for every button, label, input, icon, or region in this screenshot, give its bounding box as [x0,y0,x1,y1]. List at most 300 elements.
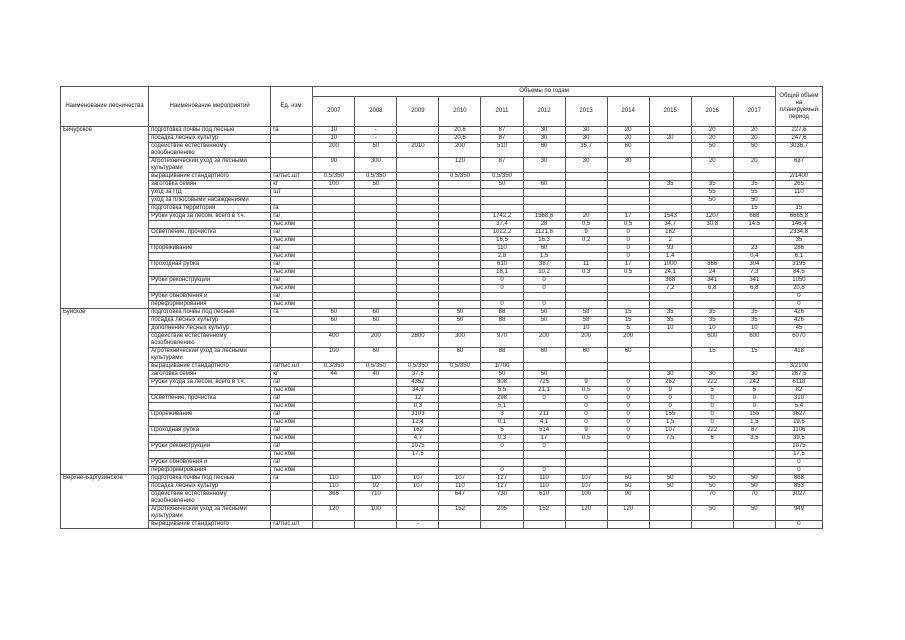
year-value-cell [649,293,691,301]
table-row [61,253,823,261]
table-row [61,221,823,229]
table-row [61,277,823,285]
year-value-cell [691,173,733,181]
total-value-cell: 82 [775,387,822,395]
activity-cell: содействие естественному возобновлению [149,491,271,506]
table-row [61,293,823,301]
total-value-cell: 110 [775,189,822,197]
total-value-cell: 0 [775,521,822,529]
year-value-cell: 110 [523,483,565,491]
year-value-cell: 0 [523,277,565,285]
activity-cell: Осветление, прочистка [149,229,271,237]
year-value-cell [649,467,691,475]
year-value-cell [397,197,439,205]
year-value-cell: 200 [523,333,565,348]
year-value-cell: 60 [439,348,481,363]
year-value-cell [313,269,355,277]
year-value-cell: 60 [355,348,397,363]
year-value-cell: 60 [313,317,355,325]
year-value-cell [313,221,355,229]
year-value-cell [439,205,481,213]
year-value-cell: 0,2 [565,237,607,245]
year-value-cell: 35,7 [565,143,607,158]
year-value-cell [313,285,355,293]
table-row [61,459,823,467]
year-value-cell: 0 [481,301,523,309]
year-value-cell [607,173,649,181]
year-value-cell [565,253,607,261]
year-value-cell: 60 [607,348,649,363]
activity-cell [149,221,271,229]
table-row [61,173,823,181]
year-value-cell: 50 [481,371,523,379]
year-value-cell: 0 [565,419,607,427]
year-value-cell: 21,1 [523,387,565,395]
year-value-cell: 0 [481,277,523,285]
year-value-cell: 510 [481,143,523,158]
year-value-cell: 110 [313,475,355,483]
year-value-cell [649,459,691,467]
total-value-cell: 2334,8 [775,229,822,237]
year-value-cell [439,443,481,451]
year-value-cell: 20 [565,213,607,221]
year-value-cell [397,269,439,277]
year-value-cell [355,459,397,467]
year-value-cell [691,245,733,253]
activity-cell: переформирования [149,467,271,475]
year-value-cell [313,435,355,443]
unit-cell [271,333,313,348]
year-value-cell: 262 [649,379,691,387]
activity-cell: Проходная рубка [149,427,271,435]
year-value-cell [355,325,397,333]
year-value-cell: 0 [481,285,523,293]
year-value-cell: 60 [523,245,565,253]
year-value-cell: 0 [607,387,649,395]
year-value-cell [691,363,733,371]
year-value-cell [649,197,691,205]
table-row [61,325,823,333]
year-header-cell: 2013 [565,97,607,127]
year-value-cell [733,467,775,475]
year-value-cell: 20 [733,158,775,173]
activity-cell: выращивание стандартного [149,363,271,371]
table-row [61,403,823,411]
year-value-cell: 668 [733,213,775,221]
year-header-cell: 2016 [691,97,733,127]
year-value-cell: 120 [607,506,649,521]
year-value-cell: 6 [691,435,733,443]
year-value-cell: 90 [607,491,649,506]
year-value-cell [313,253,355,261]
year-value-cell: 30 [649,371,691,379]
year-value-cell: 1/700 [481,363,523,371]
total-value-cell: 3036,7 [775,143,822,158]
year-value-cell: 1,5 [733,419,775,427]
activity-cell: Рубки реконструкции [149,277,271,285]
year-value-cell [691,443,733,451]
year-value-cell [355,261,397,269]
year-value-cell: 1,4 [649,253,691,261]
year-value-cell: 12 [397,395,439,403]
table-row [61,475,823,483]
year-value-cell [607,205,649,213]
year-value-cell [607,363,649,371]
year-value-cell: 2800 [397,333,439,348]
year-value-cell: 50 [733,197,775,205]
year-header-cell: 2015 [649,97,691,127]
forestry-activities-table [60,86,823,529]
year-value-cell [313,197,355,205]
year-value-cell: 55 [691,189,733,197]
year-value-cell [649,451,691,459]
year-value-cell [733,173,775,181]
year-value-cell: 400 [313,333,355,348]
table-row [61,197,823,205]
year-value-cell: 0,3 [481,435,523,443]
year-value-cell [313,189,355,197]
year-value-cell [733,521,775,529]
year-value-cell [565,197,607,205]
activity-cell: Агротехнический уход за лесными культурами [149,158,271,173]
year-value-cell [523,197,565,205]
year-value-cell [565,293,607,301]
table-row [61,506,823,521]
year-value-cell [649,301,691,309]
year-value-cell: 50 [607,475,649,483]
year-value-cell: 60 [607,143,649,158]
year-value-cell: 9 [565,229,607,237]
year-header-cell: 2014 [607,97,649,127]
year-value-cell [481,459,523,467]
table-row [61,483,823,491]
activity-cell: заготовка семян [149,371,271,379]
year-value-cell [355,293,397,301]
year-value-cell [481,197,523,205]
table-row [61,348,823,363]
unit-cell: тыс.кбм [271,403,313,411]
year-value-cell [313,411,355,419]
year-value-cell: 1543 [649,213,691,221]
year-value-cell [313,205,355,213]
year-value-cell [607,285,649,293]
year-value-cell: 15 [733,348,775,363]
year-value-cell: 50 [355,181,397,189]
year-value-cell [691,253,733,261]
year-value-cell: 35 [691,317,733,325]
year-value-cell [313,443,355,451]
year-value-cell: 20 [607,127,649,135]
year-value-cell: 20 [691,158,733,173]
year-value-cell: 55 [733,189,775,197]
year-value-cell [397,325,439,333]
year-value-cell: 10 [565,325,607,333]
activity-cell: посадка лесных культур [149,317,271,325]
year-value-cell [313,237,355,245]
year-value-cell: 970 [481,333,523,348]
year-value-cell: - [355,127,397,135]
year-value-cell [355,379,397,387]
year-value-cell: 50 [691,143,733,158]
year-value-cell: 100 [313,181,355,189]
year-value-cell: 5 [733,387,775,395]
year-value-cell: 6,8 [733,285,775,293]
table-row [61,411,823,419]
year-value-cell: 222 [691,427,733,435]
unit-cell: га/ [271,427,313,435]
year-value-cell: 200 [313,143,355,158]
year-value-cell: 0 [607,427,649,435]
year-value-cell: 222 [691,379,733,387]
forestry-name-cell: Бичурское [61,127,149,309]
year-value-cell [691,293,733,301]
unit-cell: тыс.кбм [271,285,313,293]
year-value-cell: 3103 [397,411,439,419]
unit-cell [271,348,313,363]
activity-cell: Прореживание [149,411,271,419]
year-value-cell: 110 [439,483,481,491]
year-value-cell [313,261,355,269]
year-value-cell: 110 [355,475,397,483]
year-value-cell: 35 [649,181,691,189]
year-value-cell: 35 [691,309,733,317]
table-row [61,451,823,459]
year-value-cell: 30 [565,127,607,135]
year-value-cell: 35 [649,317,691,325]
unit-cell: тыс.кбм [271,419,313,427]
unit-cell: тыс.кбм [271,435,313,443]
table-row [61,237,823,245]
year-value-cell [313,293,355,301]
year-value-cell [439,379,481,387]
year-value-cell: 127 [481,475,523,483]
year-value-cell [355,387,397,395]
year-value-cell: 60 [523,348,565,363]
year-value-cell: 30 [565,158,607,173]
year-value-cell: 1207 [691,213,733,221]
year-value-cell: 10 [313,135,355,143]
year-value-cell: 308 [481,379,523,387]
year-value-cell: 0,5/350 [355,173,397,181]
unit-cell: га [271,475,313,483]
year-value-cell: 0,5 [565,221,607,229]
year-value-cell [439,395,481,403]
year-value-cell: 5 [691,387,733,395]
activity-cell: заготовка семян [149,181,271,189]
year-value-cell: 1568,6 [523,213,565,221]
unit-cell: га/ [271,229,313,237]
year-value-cell [397,261,439,269]
year-value-cell [523,293,565,301]
year-value-cell: 107 [565,483,607,491]
year-value-cell: 110 [313,483,355,491]
forestry-name-cell: Буйское [61,309,149,475]
unit-cell: га/ [271,277,313,285]
unit-cell: кг [271,371,313,379]
year-value-cell [355,213,397,221]
unit-cell [271,483,313,491]
year-value-cell: 107 [397,475,439,483]
year-value-cell: 0,5 [565,435,607,443]
year-value-cell: 50 [691,483,733,491]
activity-cell [149,253,271,261]
table-row [61,521,823,529]
year-value-cell [355,451,397,459]
activity-cell: подготовка почвы под лесные [149,309,271,317]
unit-cell [271,506,313,521]
activity-cell: переформирования [149,301,271,309]
unit-cell: тыс.кбм [271,301,313,309]
year-value-cell [439,435,481,443]
total-value-cell: 6,1 [775,253,822,261]
year-value-cell [397,285,439,293]
unit-cell: га/тыс.шт [271,363,313,371]
year-value-cell [481,293,523,301]
total-value-cell: 0 [775,293,822,301]
year-value-cell: 0,3 [397,403,439,411]
year-value-cell: 60 [523,143,565,158]
year-value-cell [649,506,691,521]
total-value-cell: 1106 [775,427,822,435]
year-value-cell: 50 [733,143,775,158]
unit-cell: га/ [271,293,313,301]
year-value-cell: 50 [523,371,565,379]
year-value-cell [607,451,649,459]
year-value-cell: 20 [649,135,691,143]
activity-cell: содействие естественному возобновлению [149,333,271,348]
year-value-cell [355,189,397,197]
year-value-cell [523,459,565,467]
table-row [61,181,823,189]
year-value-cell: 24 [691,269,733,277]
activity-cell: посадка лесных культур [149,135,271,143]
unit-cell: га/ [271,395,313,403]
year-value-cell: 155 [649,411,691,419]
year-value-cell [439,285,481,293]
year-value-cell: 2010 [397,143,439,158]
year-value-cell: 50 [733,506,775,521]
total-value-cell: 265 [775,181,822,189]
year-value-cell [565,189,607,197]
unit-cell: тыс.кбм [271,467,313,475]
year-value-cell [565,363,607,371]
year-value-cell [397,277,439,285]
year-value-cell: 387 [523,261,565,269]
year-value-cell: 5,5 [481,387,523,395]
year-value-cell: 9 [649,387,691,395]
year-value-cell: 50 [691,197,733,205]
year-value-cell [397,135,439,143]
total-value-cell: 1075 [775,443,822,451]
year-value-cell: 50 [649,475,691,483]
year-value-cell [439,301,481,309]
activity-cell: выращивание стандартного [149,173,271,181]
year-value-cell [313,301,355,309]
table-row [61,379,823,387]
year-value-cell [439,237,481,245]
year-value-cell: 15 [733,205,775,213]
year-value-cell [439,253,481,261]
total-value-cell: 0 [775,301,822,309]
year-value-cell [691,467,733,475]
year-value-cell [313,245,355,253]
year-value-cell [397,173,439,181]
year-value-cell: 610 [523,491,565,506]
year-value-cell [313,229,355,237]
year-value-cell: 35 [649,309,691,317]
year-value-cell: 9 [565,427,607,435]
year-value-cell: 50 [523,317,565,325]
year-value-cell [397,221,439,229]
year-value-cell: 0,5/350 [439,363,481,371]
year-value-cell: 15 [691,348,733,363]
year-value-cell [691,205,733,213]
table-row [61,245,823,253]
year-value-cell: 10 [691,325,733,333]
year-value-cell [565,459,607,467]
year-value-cell [313,395,355,403]
year-value-cell [313,427,355,435]
year-value-cell: 0 [607,379,649,387]
year-value-cell: 14,5 [733,221,775,229]
year-value-cell [607,293,649,301]
unit-cell: га [271,309,313,317]
table-row [61,285,823,293]
activity-cell [149,285,271,293]
year-value-cell [313,459,355,467]
year-value-cell [355,205,397,213]
year-value-cell [691,301,733,309]
table-row [61,309,823,317]
year-value-cell: 10 [733,325,775,333]
total-value-cell: 45 [775,325,822,333]
year-value-cell: 2,8 [481,253,523,261]
year-value-cell [565,205,607,213]
year-value-cell: 0,5/350 [313,173,355,181]
year-value-cell: 11 [565,261,607,269]
header-row-1 [61,87,823,97]
year-value-cell [397,189,439,197]
year-value-cell: 16,3 [523,237,565,245]
activity-cell: Рубки ухода за лесом, всего в т.ч. [149,379,271,387]
year-value-cell: 50 [439,309,481,317]
activity-cell [149,403,271,411]
year-value-cell: 50 [691,475,733,483]
total-value-cell: 5,4 [775,403,822,411]
activity-cell: дополнение лесных культур [149,325,271,333]
year-value-cell [355,253,397,261]
year-value-cell [397,181,439,189]
year-value-cell [397,459,439,467]
year-value-cell [439,245,481,253]
activity-cell: Проходная рубка [149,261,271,269]
year-value-cell: 24,1 [649,269,691,277]
year-value-cell [355,435,397,443]
year-value-cell: 0,4 [733,253,775,261]
year-value-cell [481,521,523,529]
total-value-cell: 19,6 [775,419,822,427]
year-value-cell [481,325,523,333]
year-value-cell: 40 [355,371,397,379]
year-value-cell [355,221,397,229]
year-value-cell: 20 [607,135,649,143]
year-value-cell: 35 [733,309,775,317]
year-value-cell: 3 [481,411,523,419]
year-value-cell: 0 [607,237,649,245]
year-value-cell: 17 [607,261,649,269]
year-value-cell: 50 [439,317,481,325]
unit-cell: га/тыс.шт [271,173,313,181]
